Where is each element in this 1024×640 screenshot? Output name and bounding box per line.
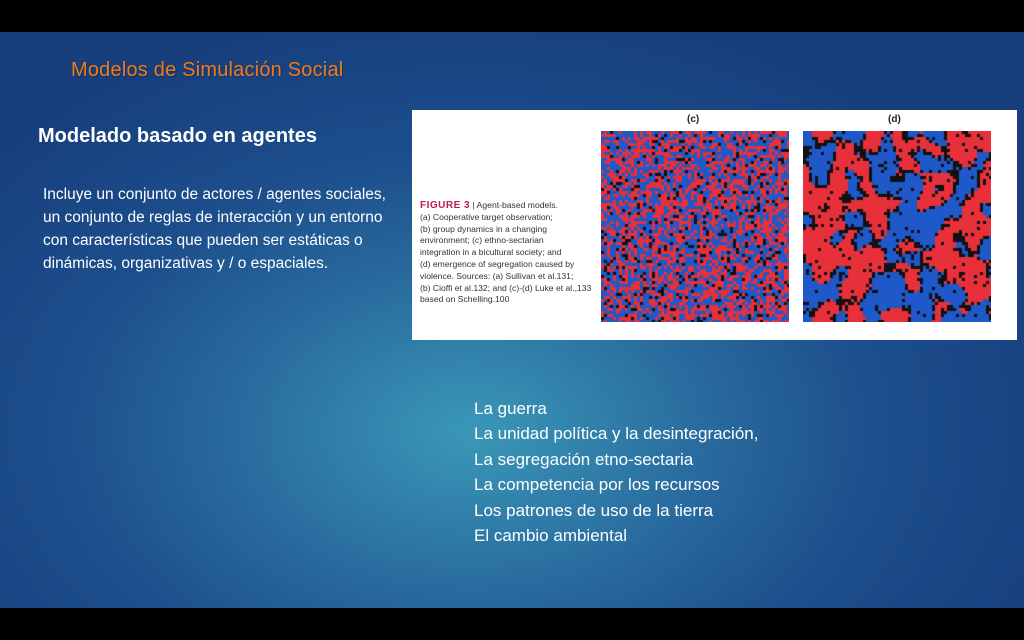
deck-title: Modelos de Simulación Social [71, 59, 344, 81]
list-item: La competencia por los recursos [474, 475, 720, 495]
body-paragraph: Incluye un conjunto de actores / agentes sociales, un conjunto de reglas de interacción y un entorno con características que pueden ser estáticas o dinámicas, organizativas y / o espaciales. [43, 186, 386, 272]
caption-line: (b) Cioffi et al.132; and (c)-(d) Luke et al.,133 [420, 282, 592, 293]
panel-d-canvas [803, 131, 991, 322]
section-title: Modelado basado en agentes [38, 125, 317, 147]
panel-c-canvas [601, 131, 789, 322]
figure-image [412, 110, 1017, 340]
figure-caption: FIGURE 3 | Agent-based models. (a) Cooperative target observation; (b) group dynamics in a changing environment; (c) ethno-sectarian integration in a bicultural society; and (d) emergence of segregation caused by violence. Sources: (a) Sullivan et al.131; (b) Cioffi et al.132; and (c)-(d) Luke et al.,133 based on Schelling.100 [420, 200, 592, 305]
panel-d-segregated-grid [803, 131, 991, 322]
caption-line: environment; (c) ethno-sectarian [420, 235, 544, 246]
panel-d-label: (d) [888, 114, 901, 125]
list-item: La segregación etno-sectaria [474, 449, 694, 469]
caption-line: integration in a bicultural society; and [420, 247, 562, 258]
topic-list [474, 396, 758, 548]
figure-label: FIGURE 3 [420, 200, 471, 211]
caption-line: (b) group dynamics in a changing [420, 223, 548, 234]
panel-c-mixed-grid [601, 131, 789, 322]
list-item: Los patrones de uso de la tierra [474, 500, 714, 520]
slide [0, 32, 1024, 608]
caption-line: violence. Sources: (a) Sullivan et al.131; [420, 270, 574, 281]
caption-line: based on Schelling.100 [420, 294, 510, 305]
list-item: La unidad política y la desintegración, [474, 424, 759, 444]
panel-c-label: (c) [687, 114, 700, 125]
caption-line: Agent-based models. [476, 200, 558, 210]
list-item: El cambio ambiental [474, 526, 628, 546]
caption-line: (d) emergence of segregation caused by [420, 258, 575, 269]
caption-line: (a) Cooperative target observation; [420, 211, 553, 222]
letterbox-bottom [0, 608, 1024, 640]
letterbox-top [0, 0, 1024, 32]
list-item: La guerra [474, 399, 547, 418]
